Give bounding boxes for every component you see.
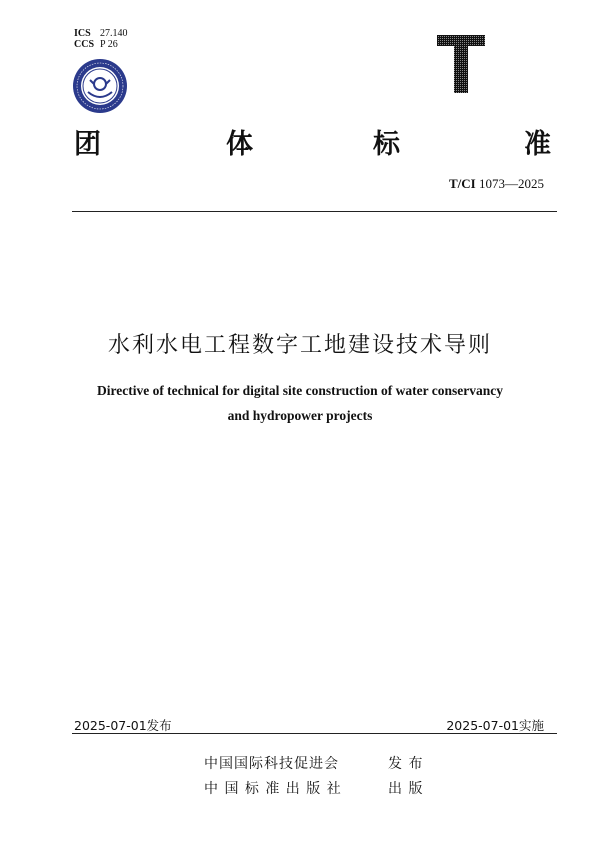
category-char-4: 准	[524, 129, 551, 160]
ccs-line	[74, 39, 128, 50]
title-english-line-1: Directive of technical for digital site construction of water conservancy	[96, 383, 504, 398]
publisher-role-1: 发 布	[388, 756, 424, 772]
ccs-label: CCS	[74, 39, 95, 50]
implement-date: 2025-07-01实施	[446, 718, 544, 733]
category-char-3: 标	[373, 129, 400, 160]
ics-line	[74, 28, 128, 39]
publisher-name-1: 中国国际科技促进会	[204, 756, 339, 772]
top-divider	[72, 211, 557, 212]
publisher-names	[204, 752, 342, 802]
standard-code	[449, 176, 544, 192]
ics-value: 27.140	[100, 28, 128, 39]
category-char-2: 体	[226, 129, 253, 160]
ccs-value: P 26	[100, 39, 118, 50]
standard-code-number: 1073—2025	[479, 176, 544, 191]
title-english	[70, 378, 530, 428]
organization-logo	[72, 58, 128, 114]
release-date: 2025-07-01发布	[74, 718, 172, 733]
standard-code-prefix: T/CI	[449, 176, 476, 191]
ics-label: ICS	[74, 28, 91, 39]
publisher-roles	[388, 752, 423, 802]
title-english-line-2: and hydropower projects	[227, 408, 373, 423]
title-chinese: 水利水电工程数字工地建设技术导则	[107, 333, 492, 358]
classification-codes	[74, 28, 128, 50]
publisher-name-2: 中 国 标 准 出 版 社	[204, 781, 342, 797]
standard-type-mark	[436, 34, 486, 94]
category-char-1: 团	[74, 129, 101, 160]
publisher-role-2: 出 版	[388, 781, 424, 797]
bottom-divider	[72, 733, 557, 734]
